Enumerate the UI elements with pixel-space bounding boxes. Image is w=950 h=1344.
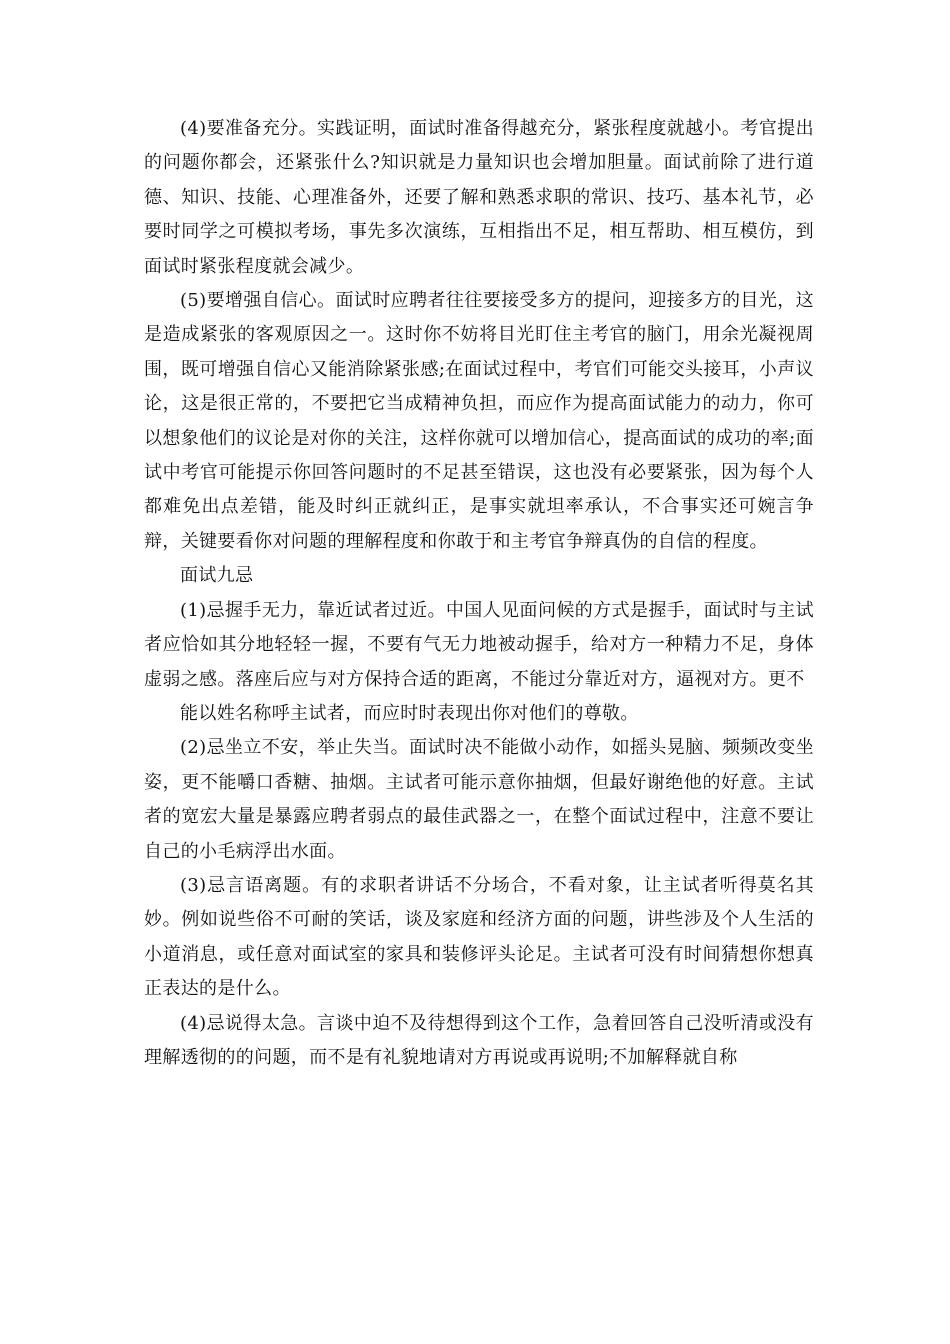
- document-body: [144, 112, 814, 1075]
- taboo-offtopic: (3)忌言语离题。有的求职者讲话不分场合，不看对象，让主试者听得莫名其妙。例如说些俗不可耐的笑话，谈及家庭和经济方面的问题，讲些涉及个人生活的小道消息，或任意对面试室的家具和装修评头论足。主试者可没有时间猜想你想真正表达的是什么。: [144, 874, 814, 1000]
- taboo-hasty: (4)忌说得太急。言谈中迫不及待想得到这个工作，急着回答自己没听清或没有理解透彻的的问题，而不是有礼貌地请对方再说或再说明;不加解释就自称: [144, 1012, 814, 1068]
- taboo-restless: (2)忌坐立不安，举止失当。面试时决不能做小动作，如摇头晃脑、频频改变坐姿，更不能嚼口香糖、抽烟。主试者可能示意你抽烟，但最好谢绝他的好意。主试者的宽宏大量是暴露应聘者弱点的最佳武器之一，在整个面试过程中，注意不要让自己的小毛病浮出水面。: [144, 737, 814, 862]
- taboo-handshake-continued: 能以姓名称呼主试者，而应时时表现出你对他们的尊敬。: [180, 702, 639, 724]
- paragraph-prepare: (4)要准备充分。实践证明，面试时准备得越充分，紧张程度就越小。考官提出的问题你都会，还紧张什么?知识就是力量知识也会增加胆量。面试前除了进行道德、知识、技能、心理准备外，还要了解和熟悉求职的常识、技巧、基本礼节，必要时同学之可模拟考场，事先多次演练，互相指出不足，相互帮助、相互模仿，到面试时紧张程度就会减少。: [144, 118, 814, 277]
- section-heading: 面试九忌: [180, 565, 254, 587]
- paragraph-confidence: (5)要增强自信心。面试时应聘者往往要接受多方的提问，迎接多方的目光，这是造成紧张的客观原因之一。这时你不妨将目光盯住主考官的脑门，用余光凝视周围，既可增强自信心又能消除紧张感;在面试过程中，考官们可能交头接耳，小声议论，这是很正常的，不要把它当成精神负担，而应作为提高面试能力的动力，你可以想象他们的议论是对你的关注，这样你就可以增加信心，提高面试的成功的率;面试中考官可能提示你回答问题时的不足甚至错误，这也没有必要紧张，因为每个人都难免出点差错，能及时纠正就纠正，是事实就坦率承认，不合事实还可婉言争辩，关键要看你对问题的理解程度和你敢于和主考官争辩真伪的自信的程度。: [144, 290, 814, 552]
- taboo-handshake: (1)忌握手无力，靠近试者过近。中国人见面问候的方式是握手，面试时与主试者应恰如其分地轻轻一握，不要有气无力地被动握手，给对方一种精力不足，身体虚弱之感。落座后应与对方保持合适的距离，不能过分靠近对方，逼视对方。更不: [144, 599, 814, 690]
